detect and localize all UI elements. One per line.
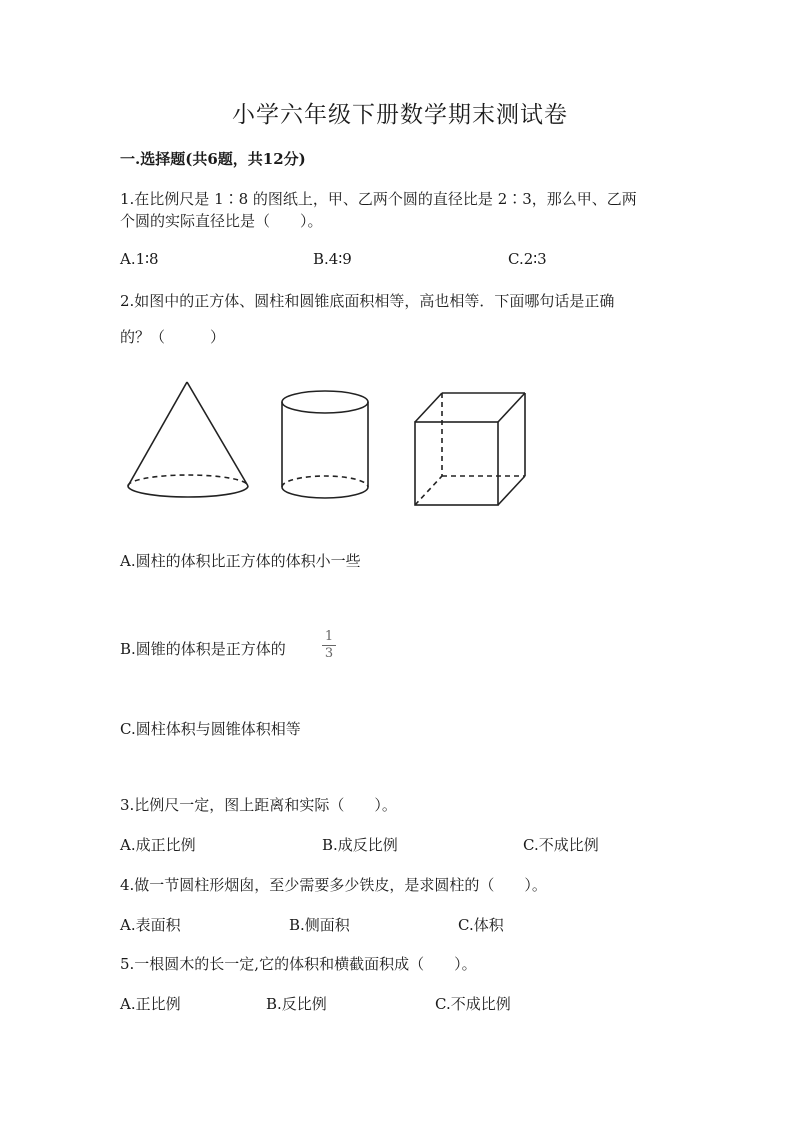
page-title: 小学六年级下册数学期末测试卷 (232, 102, 568, 128)
cube-shape (415, 393, 525, 505)
question-3-option-b: B.成反比例 (322, 836, 398, 854)
question-5-line-1: 5.一根圆木的长一定,它的体积和横截面积成（ ）。 (120, 955, 477, 973)
question-5-option-b: B.反比例 (266, 995, 327, 1013)
question-2-option-c: C.圆柱体积与圆锥体积相等 (120, 720, 301, 738)
section-heading: 一.选择题(共6题，共12分) (120, 150, 306, 168)
fraction-denominator: 3 (324, 646, 334, 661)
question-4-line-1: 4.做一节圆柱形烟囱，至少需要多少铁皮，是求圆柱的（ ）。 (120, 876, 547, 894)
question-2-option-a: A.圆柱的体积比正方体的体积小一些 (120, 552, 361, 570)
question-1-option-a: A.1∶8 (120, 250, 159, 268)
question-5-option-a: A.正比例 (120, 995, 181, 1013)
question-5-option-c: C.不成比例 (435, 995, 511, 1013)
question-3-line-1: 3.比例尺一定，图上距离和实际（ ）。 (120, 796, 397, 814)
question-1-line-1: 1.在比例尺是 1∶8 的图纸上，甲、乙两个圆的直径比是 2∶3，那么甲、乙两 (120, 190, 637, 208)
question-2-line-2: 的？（ ） (120, 328, 226, 346)
question-3-option-c: C.不成比例 (523, 836, 599, 854)
question-3-option-a: A.成正比例 (120, 836, 196, 854)
cylinder-shape (282, 391, 368, 498)
cone-shape (128, 382, 248, 497)
question-2-line-1: 2.如图中的正方体、圆柱和圆锥底面积相等，高也相等．下面哪句话是正确 (120, 292, 615, 310)
question-4-option-b: B.侧面积 (289, 916, 350, 934)
question-2-option-b: B.圆锥的体积是正方体的 (120, 640, 286, 658)
question-4-option-a: A.表面积 (120, 916, 181, 934)
question-1-option-b: B.4∶9 (313, 250, 352, 268)
fraction-one-third (322, 630, 336, 661)
question-4-option-c: C.体积 (458, 916, 504, 934)
solids-figure (110, 372, 540, 512)
question-1-option-c: C.2∶3 (508, 250, 547, 268)
fraction-numerator: 1 (324, 629, 334, 644)
question-1-line-2: 个圆的实际直径比是（ ）。 (120, 212, 323, 230)
